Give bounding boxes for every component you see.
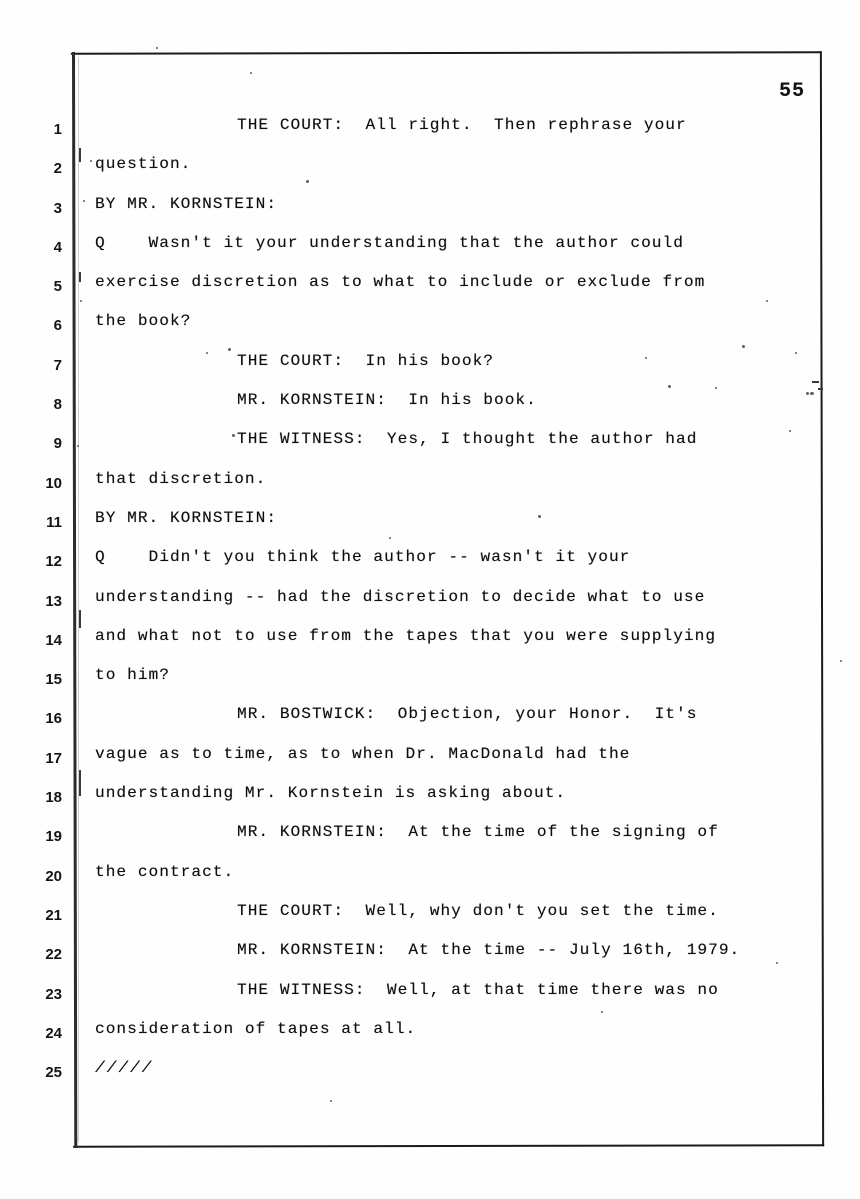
scan-tick (818, 388, 823, 390)
dust-speck (806, 392, 809, 395)
line-text: ///// (95, 1059, 154, 1078)
dust-speck (90, 160, 92, 162)
line-number: 20 (45, 867, 62, 885)
dust-speck (645, 357, 647, 359)
dust-speck (776, 962, 778, 964)
line-number: 17 (45, 749, 62, 767)
line-number: 23 (45, 985, 62, 1003)
line-text: THE WITNESS: Well, at that time there was no (237, 980, 719, 999)
line-text: the contract. (95, 862, 235, 881)
line-number: 11 (46, 513, 62, 531)
dust-speck (83, 200, 85, 202)
line-text: THE COURT: Well, why don't you set the time. (237, 901, 719, 920)
line-text: BY MR. KORNSTEIN: (95, 508, 278, 527)
dust-speck (668, 385, 671, 388)
line-number: 10 (45, 474, 62, 492)
line-text: understanding Mr. Kornstein is asking about. (95, 784, 567, 803)
line-number: 22 (45, 946, 62, 964)
line-text: consideration of tapes at all. (95, 1019, 417, 1038)
dust-speck (80, 300, 82, 302)
dust-speck (77, 445, 79, 447)
line-number: 8 (53, 396, 62, 414)
dust-speck (206, 352, 208, 354)
dust-speck (330, 1100, 332, 1102)
line-text: MR. KORNSTEIN: In his book. (237, 391, 537, 410)
dust-speck (306, 180, 309, 183)
line-text: understanding -- had the discretion to decide what to use (95, 587, 706, 606)
line-text: THE WITNESS: Yes, I thought the author had (237, 430, 698, 449)
dust-speck (250, 72, 252, 74)
dust-speck (228, 348, 231, 351)
line-number: 4 (53, 238, 62, 256)
line-text: MR. KORNSTEIN: At the time of the signing of (237, 823, 719, 842)
line-text: Q Didn't you think the author -- wasn't it your (95, 548, 631, 567)
line-text: that discretion. (95, 469, 267, 488)
line-text: Q Wasn't it your understanding that the author could (95, 233, 684, 252)
dust-speck (232, 434, 235, 437)
line-number: 12 (45, 553, 62, 571)
line-number: 25 (45, 1064, 62, 1082)
line-number: 15 (45, 671, 62, 689)
line-text: exercise discretion as to what to include or exclude from (95, 273, 706, 292)
line-text: to him? (95, 666, 170, 685)
line-number: 21 (45, 906, 62, 924)
line-number: 18 (45, 789, 62, 807)
line-number: 2 (53, 160, 62, 178)
scan-tick (79, 770, 81, 796)
line-text: MR. KORNSTEIN: At the time -- July 16th, 1979. (237, 941, 741, 960)
line-number: 1 (53, 121, 62, 138)
line-text: vague as to time, as to when Dr. MacDonald had the (95, 744, 631, 763)
line-number: 24 (45, 1024, 62, 1042)
line-number: 6 (53, 317, 62, 335)
dust-speck (810, 392, 814, 395)
line-number: 5 (53, 278, 62, 296)
page-number: 55 (778, 80, 805, 103)
line-text: BY MR. KORNSTEIN: (95, 194, 278, 213)
dust-speck (840, 660, 842, 662)
dust-speck (601, 1011, 603, 1013)
line-number: 19 (45, 828, 62, 846)
dust-speck (789, 430, 791, 432)
line-number: 9 (53, 435, 62, 453)
line-text: THE COURT: In his book? (237, 351, 494, 370)
dust-speck (538, 515, 541, 518)
scan-tick (79, 272, 81, 282)
line-text: the book? (95, 312, 192, 331)
scan-tick (812, 381, 819, 383)
line-number: 7 (53, 356, 62, 374)
dust-speck (742, 345, 745, 348)
dust-speck (389, 537, 391, 539)
line-number: 14 (45, 631, 62, 649)
dust-speck (715, 387, 717, 389)
dust-speck (766, 300, 768, 302)
line-number: 13 (45, 592, 62, 610)
dust-speck (795, 352, 797, 354)
line-number: 3 (53, 199, 62, 217)
line-text: MR. BOSTWICK: Objection, your Honor. It's (237, 705, 698, 724)
dust-speck (156, 47, 158, 49)
line-text: question. (95, 155, 192, 174)
line-text: THE COURT: All right. Then rephrase your (237, 116, 687, 134)
scan-tick (79, 148, 81, 162)
line-number: 16 (45, 710, 62, 728)
line-text: and what not to use from the tapes that you were supplying (95, 626, 717, 645)
scan-tick (79, 610, 81, 628)
